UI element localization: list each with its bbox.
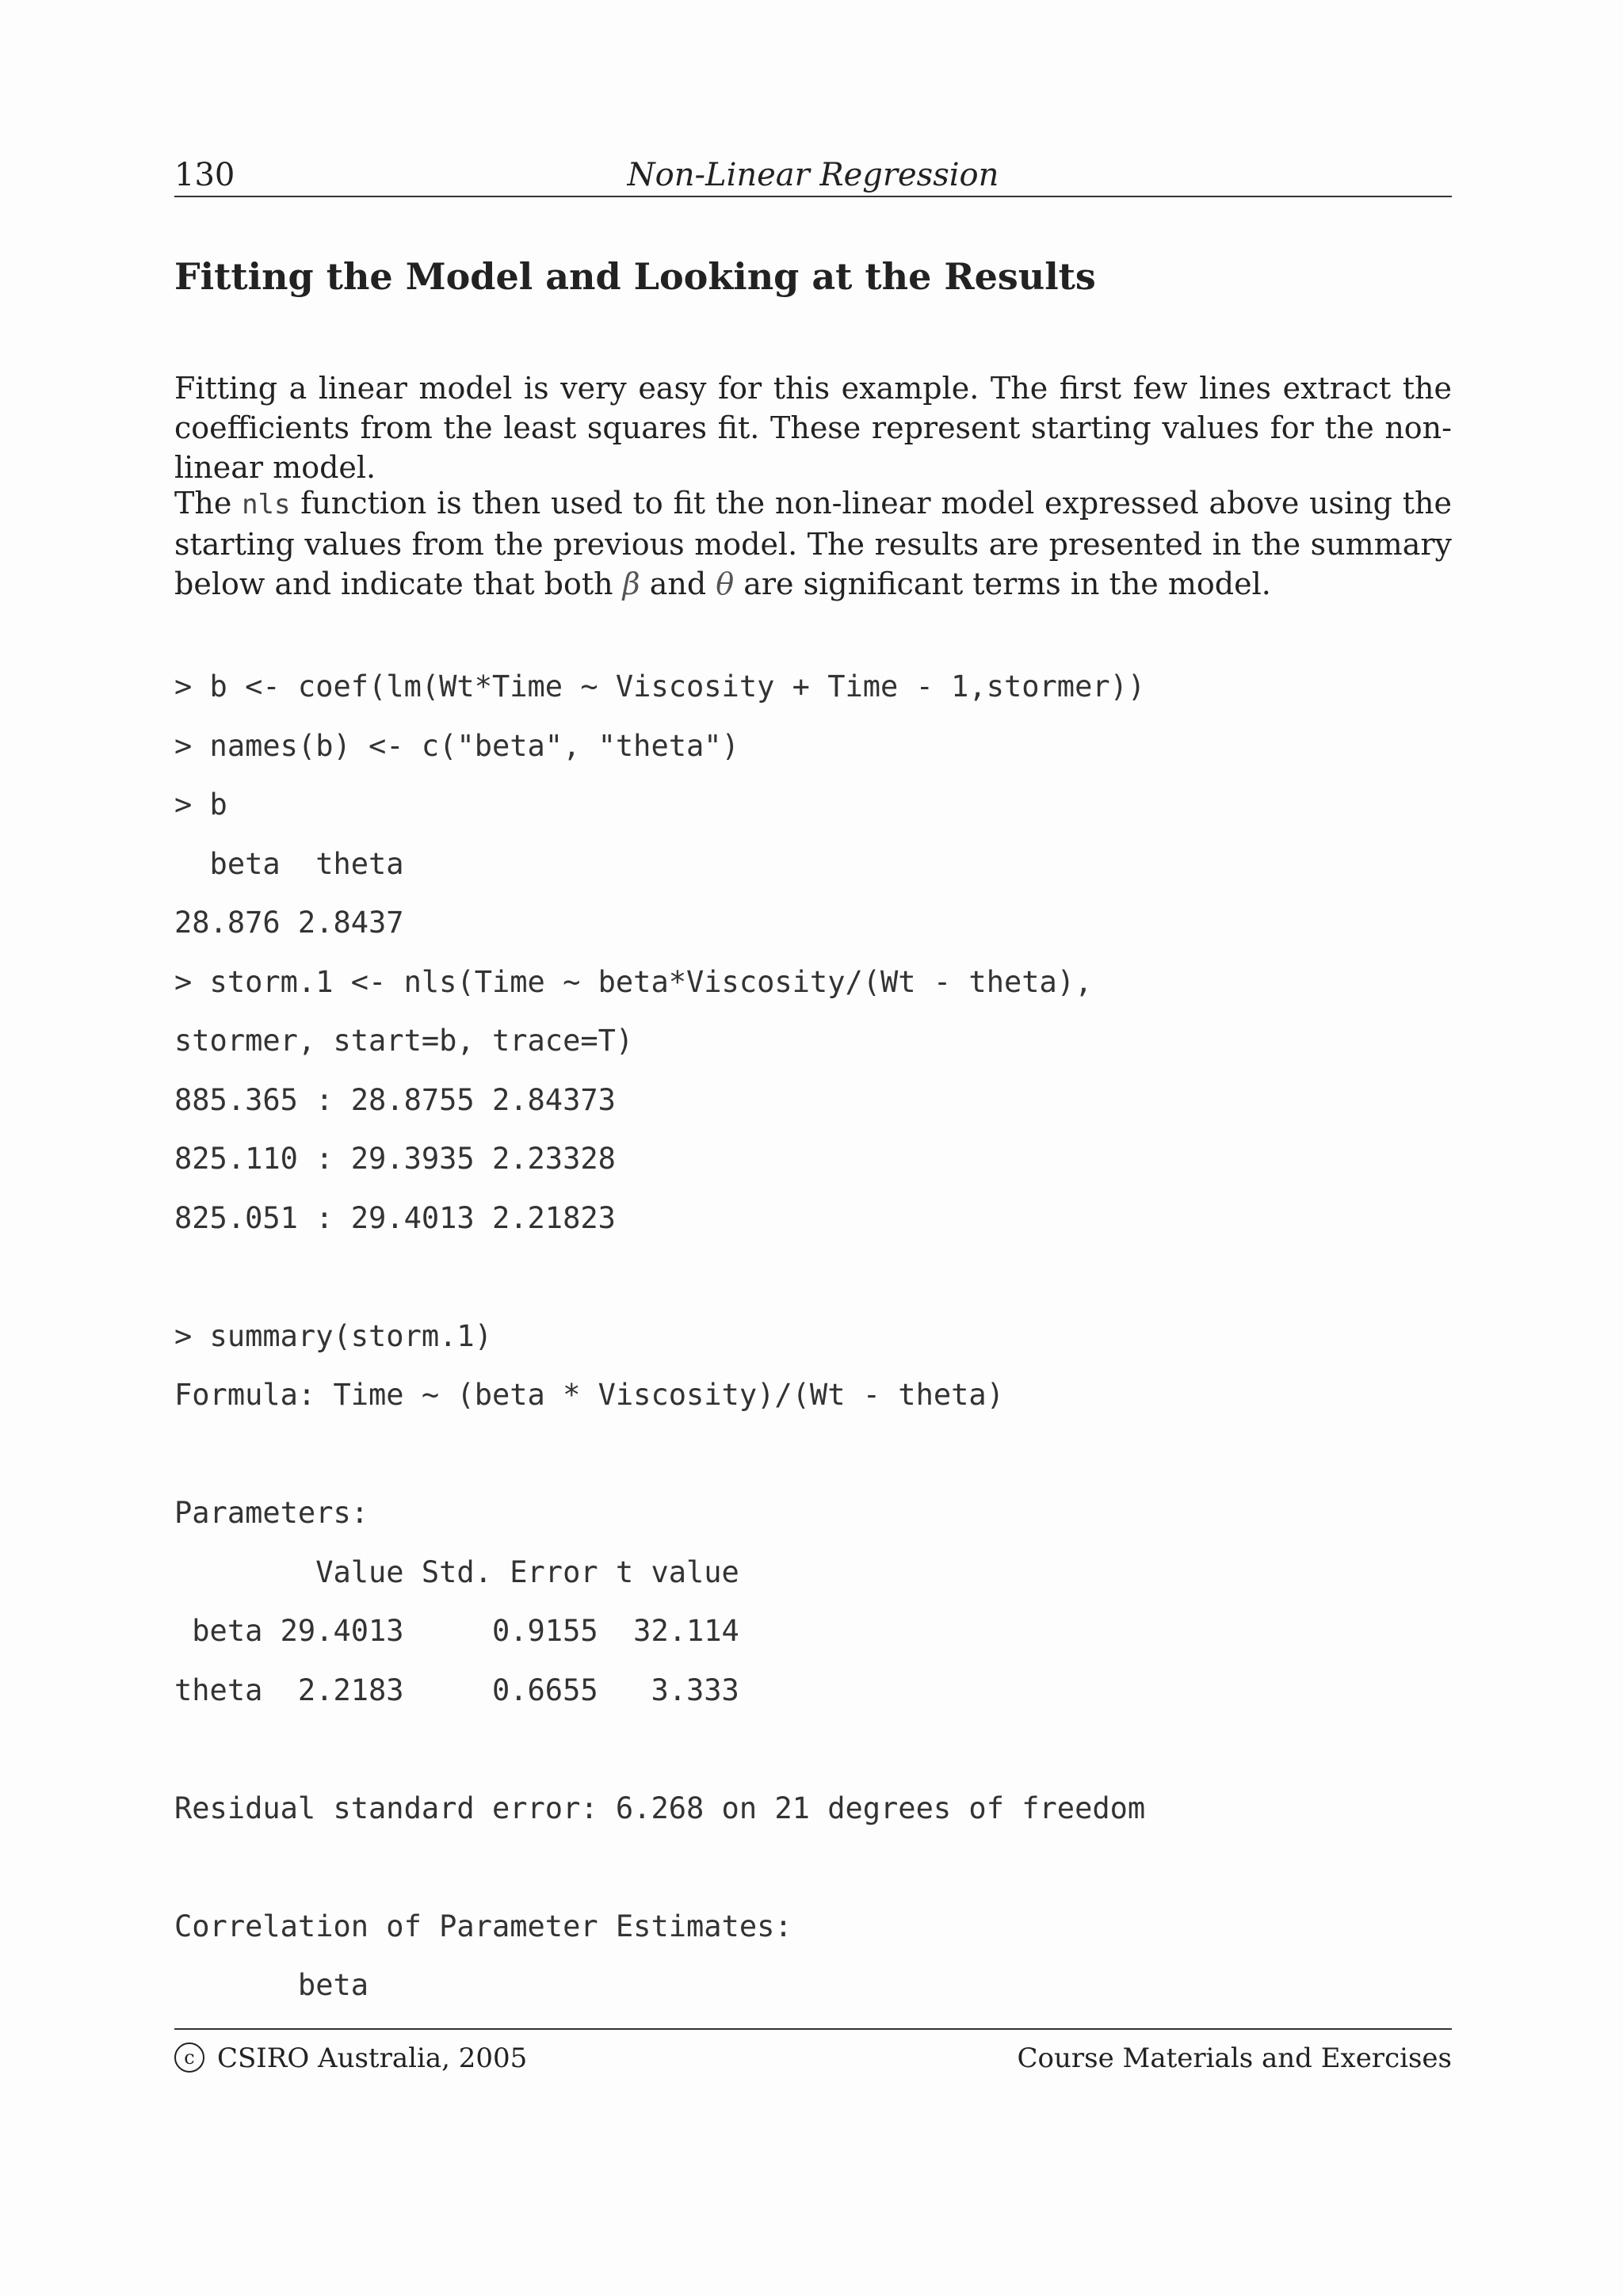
code-line: 825.051 : 29.4013 2.21823 xyxy=(174,1200,616,1235)
footer-left-text: CSIRO Australia, 2005 xyxy=(217,2042,528,2074)
code-line: beta theta xyxy=(174,846,404,881)
code-line: > b <- coef(lm(Wt*Time ~ Viscosity + Time - 1,stormer)) xyxy=(174,669,1146,704)
running-title: Non-Linear Regression xyxy=(627,157,999,193)
beta-symbol: β xyxy=(622,566,640,601)
code-line: > storm.1 <- nls(Time ~ beta*Viscosity/(Wt - theta), xyxy=(174,964,1093,999)
code-line: 28.876 2.8437 xyxy=(174,906,404,940)
code-line: theta 2.2183 0.6655 3.333 xyxy=(174,1672,739,1707)
code-line: > summary(storm.1) xyxy=(174,1318,492,1353)
nls-paragraph xyxy=(174,483,1452,604)
paragraph-text: The xyxy=(174,486,242,521)
code-line: beta 29.4013 0.9155 32.114 xyxy=(174,1614,739,1648)
inline-code-nls: nls xyxy=(242,489,291,521)
code-line: Residual standard error: 6.268 on 21 degrees of freedom xyxy=(174,1791,1146,1825)
code-line: Value Std. Error t value xyxy=(174,1554,739,1589)
code-line xyxy=(174,1248,1452,1307)
footer-right-text: Course Materials and Exercises xyxy=(1017,2042,1452,2074)
paragraph-text: and xyxy=(640,566,716,601)
code-line: > b xyxy=(174,788,227,822)
page-footer xyxy=(174,2028,1452,2087)
copyright-icon: c xyxy=(174,2042,204,2073)
intro-paragraph: Fitting a linear model is very easy for this example. The first few lines extract the coefficients from the least squares fit. These represent starting values for the non-linear model. xyxy=(174,371,1452,485)
code-line xyxy=(174,1838,1452,1897)
page-header xyxy=(174,154,1452,197)
code-line: 885.365 : 28.8755 2.84373 xyxy=(174,1082,616,1117)
theta-symbol: θ xyxy=(716,566,735,601)
code-line: Formula: Time ~ (beta * Viscosity)/(Wt - theta) xyxy=(174,1378,1004,1412)
section-title: Fitting the Model and Looking at the Results xyxy=(174,255,1096,298)
paragraph-text: function is then used to fit the non-linear model expressed above using the starting values from the previous model. The results are presented in the summary below and indicate that both xyxy=(174,486,1452,601)
code-line: 825.110 : 29.3935 2.23328 xyxy=(174,1142,616,1176)
r-code-block xyxy=(174,658,1452,2016)
footer-copyright xyxy=(174,2030,527,2087)
code-line: stormer, start=b, trace=T) xyxy=(174,1024,634,1058)
page-number: 130 xyxy=(174,157,235,193)
code-line: Correlation of Parameter Estimates: xyxy=(174,1909,792,1943)
code-line xyxy=(174,1425,1452,1485)
paragraph-text: are significant terms in the model. xyxy=(734,566,1271,601)
code-line: Parameters: xyxy=(174,1496,369,1530)
code-line xyxy=(174,1720,1452,1779)
code-line: beta xyxy=(174,1968,369,2002)
code-line: > names(b) <- c("beta", "theta") xyxy=(174,728,739,763)
